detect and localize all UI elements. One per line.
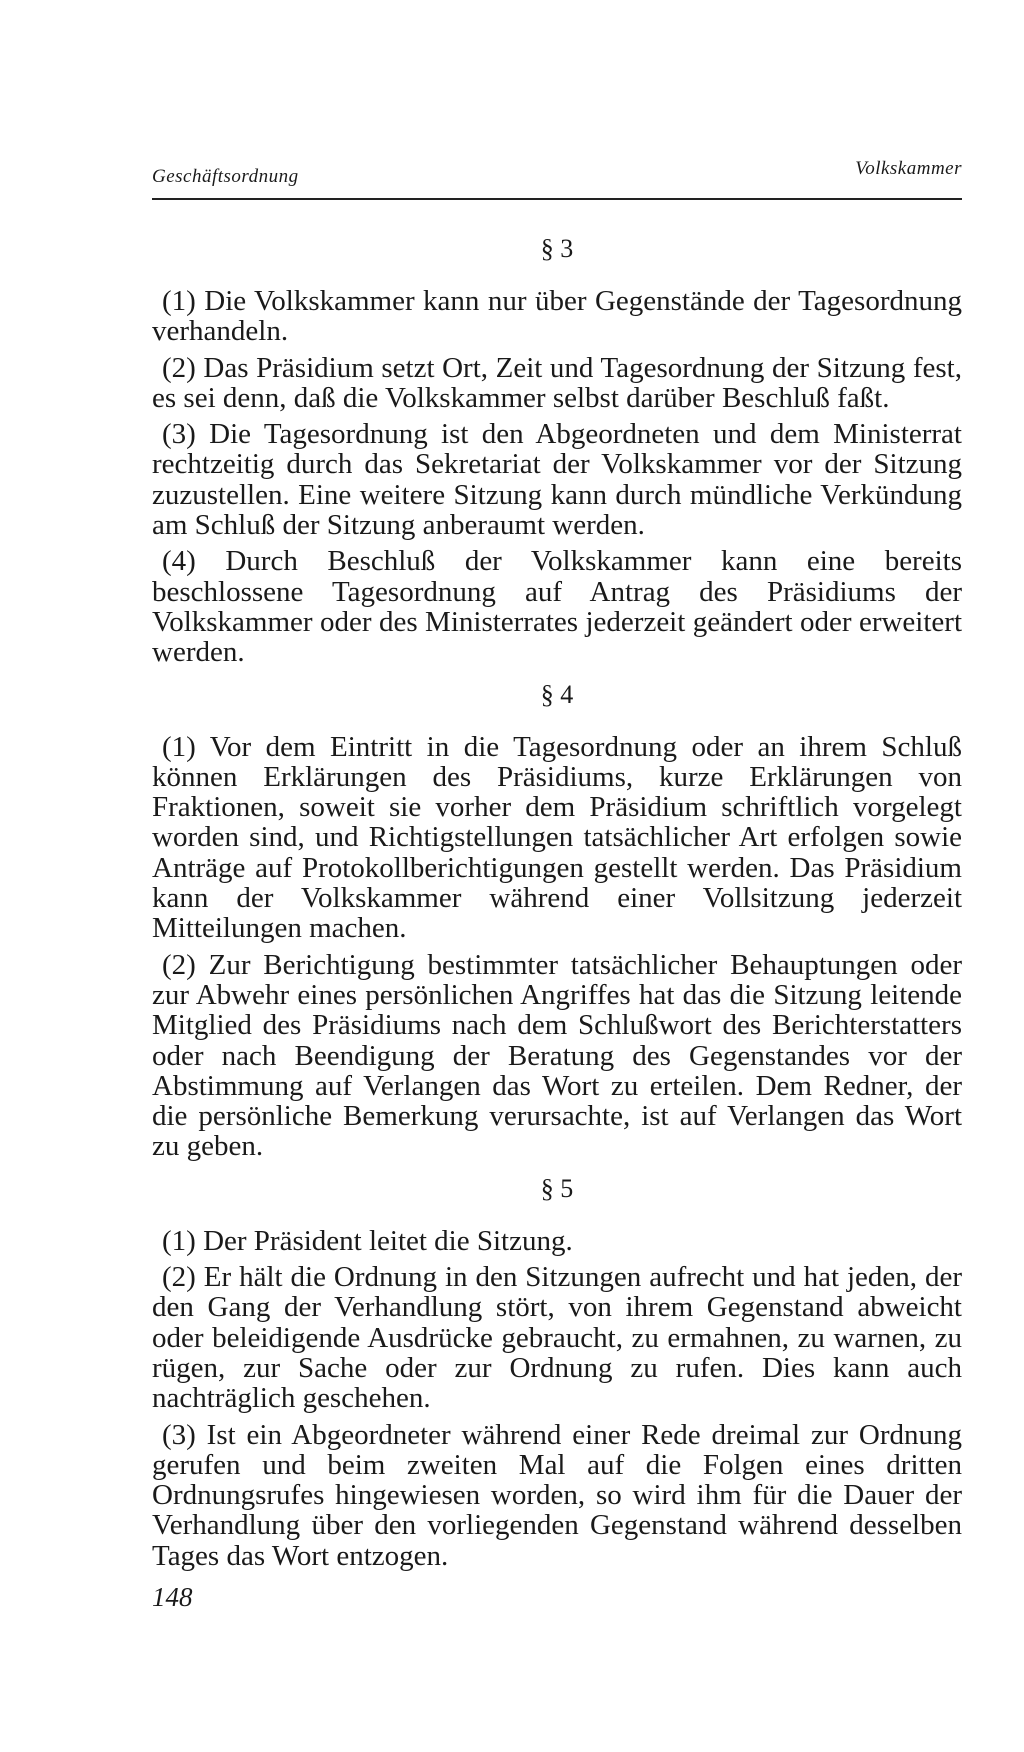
paragraph: (1) Die Volkskammer kann nur über Gegenstände der Tagesordnung verhandeln. xyxy=(152,285,962,348)
running-header-left: Geschäftsordnung xyxy=(152,166,299,187)
section-4 xyxy=(152,678,962,1162)
paragraph: (3) Ist ein Abgeordneter während einer Rede dreimal zur Ordnung gerufen und beim zweiten Mal auf die Folgen eines dritten Ordnungsrufes hingewiesen worden, so wird ihm für die Dauer der Verhandlung über den vorliegenden Gegenstand während desselben Tages das Wort entzogen. xyxy=(152,1418,962,1572)
paragraph: (2) Er hält die Ordnung in den Sitzungen aufrecht und hat jeden, der den Gang der Verhandlung stört, von ihrem Gegenstand abweicht oder beleidigende Ausdrücke gebraucht, zu ermahnen, zu warnen, zu rügen, zur Sache oder zur Ordnung zu rufen. Dies kann auch nachträglich geschehen. xyxy=(152,1261,962,1415)
section-heading: § 3 xyxy=(540,234,574,263)
section-5 xyxy=(152,1172,962,1571)
paragraph: (2) Zur Berichtigung bestimmter tatsächlicher Behauptungen oder zur Abwehr eines persönlichen Angriffes hat das die Sitzung leitende Mitglied des Präsidiums nach dem Schlußwort des Berichterstatters oder nach Beendigung der Beratung des Gegenstandes vor der Abstimmung auf Verlangen das Wort zu erteilen. Dem Redner, der die persönliche Bemerkung verursachte, ist auf Verlangen das Wort zu geben. xyxy=(152,948,962,1163)
paragraph: (2) Das Präsidium setzt Ort, Zeit und Tagesordnung der Sitzung fest, es sei denn, daß die Volkskammer selbst darüber Beschluß faßt. xyxy=(152,351,962,414)
paragraph: (1) Vor dem Eintritt in die Tagesordnung oder an ihrem Schluß können Erklärungen des Präsidiums, kurze Erklärungen von Fraktionen, soweit sie vorher dem Präsidium schriftlich vorgelegt worden sind, und Richtigstellungen tatsächlicher Art erfolgen sowie Anträge auf Protokollberichtigungen gestellt werden. Das Präsidium kann der Volkskammer während einer Vollsitzung jederzeit Mitteilungen machen. xyxy=(152,730,962,945)
section-3 xyxy=(152,232,962,668)
section-heading: § 4 xyxy=(540,679,574,709)
page-number: 148 xyxy=(152,1582,193,1612)
paragraph: (3) Die Tagesordnung ist den Abgeordneten und dem Ministerrat rechtzeitig durch das Sekretariat der Volkskammer vor der Sitzung zuzustellen. Eine weitere Sitzung kann durch mündliche Verkündung am Schluß der Sitzung anberaumt werden. xyxy=(152,418,962,542)
paragraph: (4) Durch Beschluß der Volkskammer kann eine bereits beschlossene Tagesordnung auf Antrag des Präsidiums der Volkskammer oder des Ministerrates jederzeit geändert oder erweitert werden. xyxy=(152,545,962,669)
book-page xyxy=(152,0,962,1752)
section-heading: § 5 xyxy=(540,1173,574,1203)
header-rule xyxy=(152,198,962,200)
page-body xyxy=(152,232,962,1577)
paragraph: (1) Der Präsident leitet die Sitzung. xyxy=(162,1224,573,1257)
running-header xyxy=(152,158,962,192)
running-header-right: Volkskammer xyxy=(855,158,962,179)
